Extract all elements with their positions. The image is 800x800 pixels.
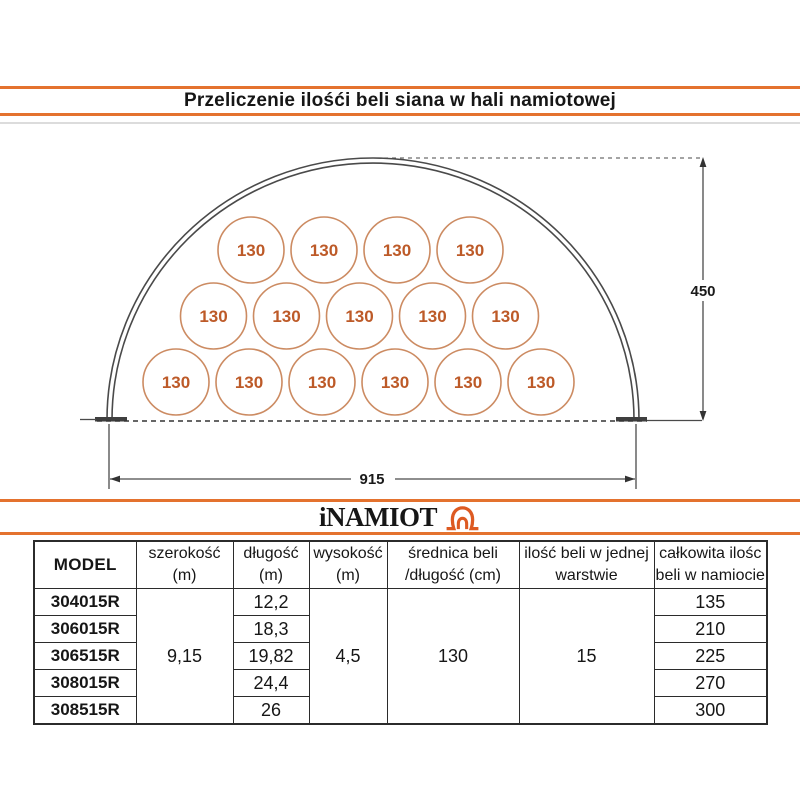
spec-table [33,540,768,725]
width-dimension-label: 915 [359,471,385,488]
total-bales-cell: 135 [654,589,767,616]
title-bar-shadow-line [0,122,800,124]
bale-label: 130 [199,307,228,326]
length-cell: 24,4 [233,670,309,697]
column-header: szerokość (m) [136,541,233,589]
width-dimension [109,424,636,489]
shared-bale-diameter-cell: 130 [387,589,519,725]
length-cell: 19,82 [233,643,309,670]
model-cell: 306015R [34,616,136,643]
bale-label: 130 [345,307,374,326]
title-bar [0,86,800,116]
model-cell: 308015R [34,670,136,697]
model-cell: 306515R [34,643,136,670]
tent-diagram [0,130,800,500]
bale-label: 130 [491,307,520,326]
bale-label: 130 [455,241,485,260]
shared-bales-per-layer-cell: 15 [519,589,654,725]
total-bales-cell: 210 [654,616,767,643]
bale-label: 130 [234,373,264,392]
bale-label: 130 [272,307,301,326]
brand-bar [0,499,800,535]
column-header: wysokość (m) [309,541,387,589]
bale-label: 130 [526,373,556,392]
bale-label: 130 [236,241,266,260]
bale-label: 130 [453,373,483,392]
brand-logo-text: iNAMIOT [319,501,437,532]
page-title: Przeliczenie ilośći beli siana w hali namiotowej [184,90,616,111]
bale-label: 130 [307,373,337,392]
column-header: średnica beli /długość (cm) [387,541,519,589]
shared-height-cell: 4,5 [309,589,387,725]
height-dimension-label: 450 [690,283,716,300]
table-row [34,589,767,616]
bale-stack [143,217,574,415]
model-cell: 308515R [34,697,136,725]
bale-label: 130 [309,241,339,260]
length-cell: 18,3 [233,616,309,643]
model-cell: 304015R [34,589,136,616]
length-cell: 12,2 [233,589,309,616]
tent-arch-icon [444,504,481,531]
height-dimension [686,157,720,421]
total-bales-cell: 225 [654,643,767,670]
shared-width-cell: 9,15 [136,589,233,725]
column-header: MODEL [34,541,136,589]
column-header: całkowita ilośc beli w namiocie [654,541,767,589]
length-cell: 26 [233,697,309,725]
total-bales-cell: 270 [654,670,767,697]
column-header: długość (m) [233,541,309,589]
bale-label: 130 [161,373,191,392]
column-header: ilość beli w jednej warstwie [519,541,654,589]
bale-label: 130 [418,307,447,326]
bale-label: 130 [380,373,410,392]
bale-label: 130 [382,241,412,260]
total-bales-cell: 300 [654,697,767,725]
spec-table-header-row [34,541,767,589]
